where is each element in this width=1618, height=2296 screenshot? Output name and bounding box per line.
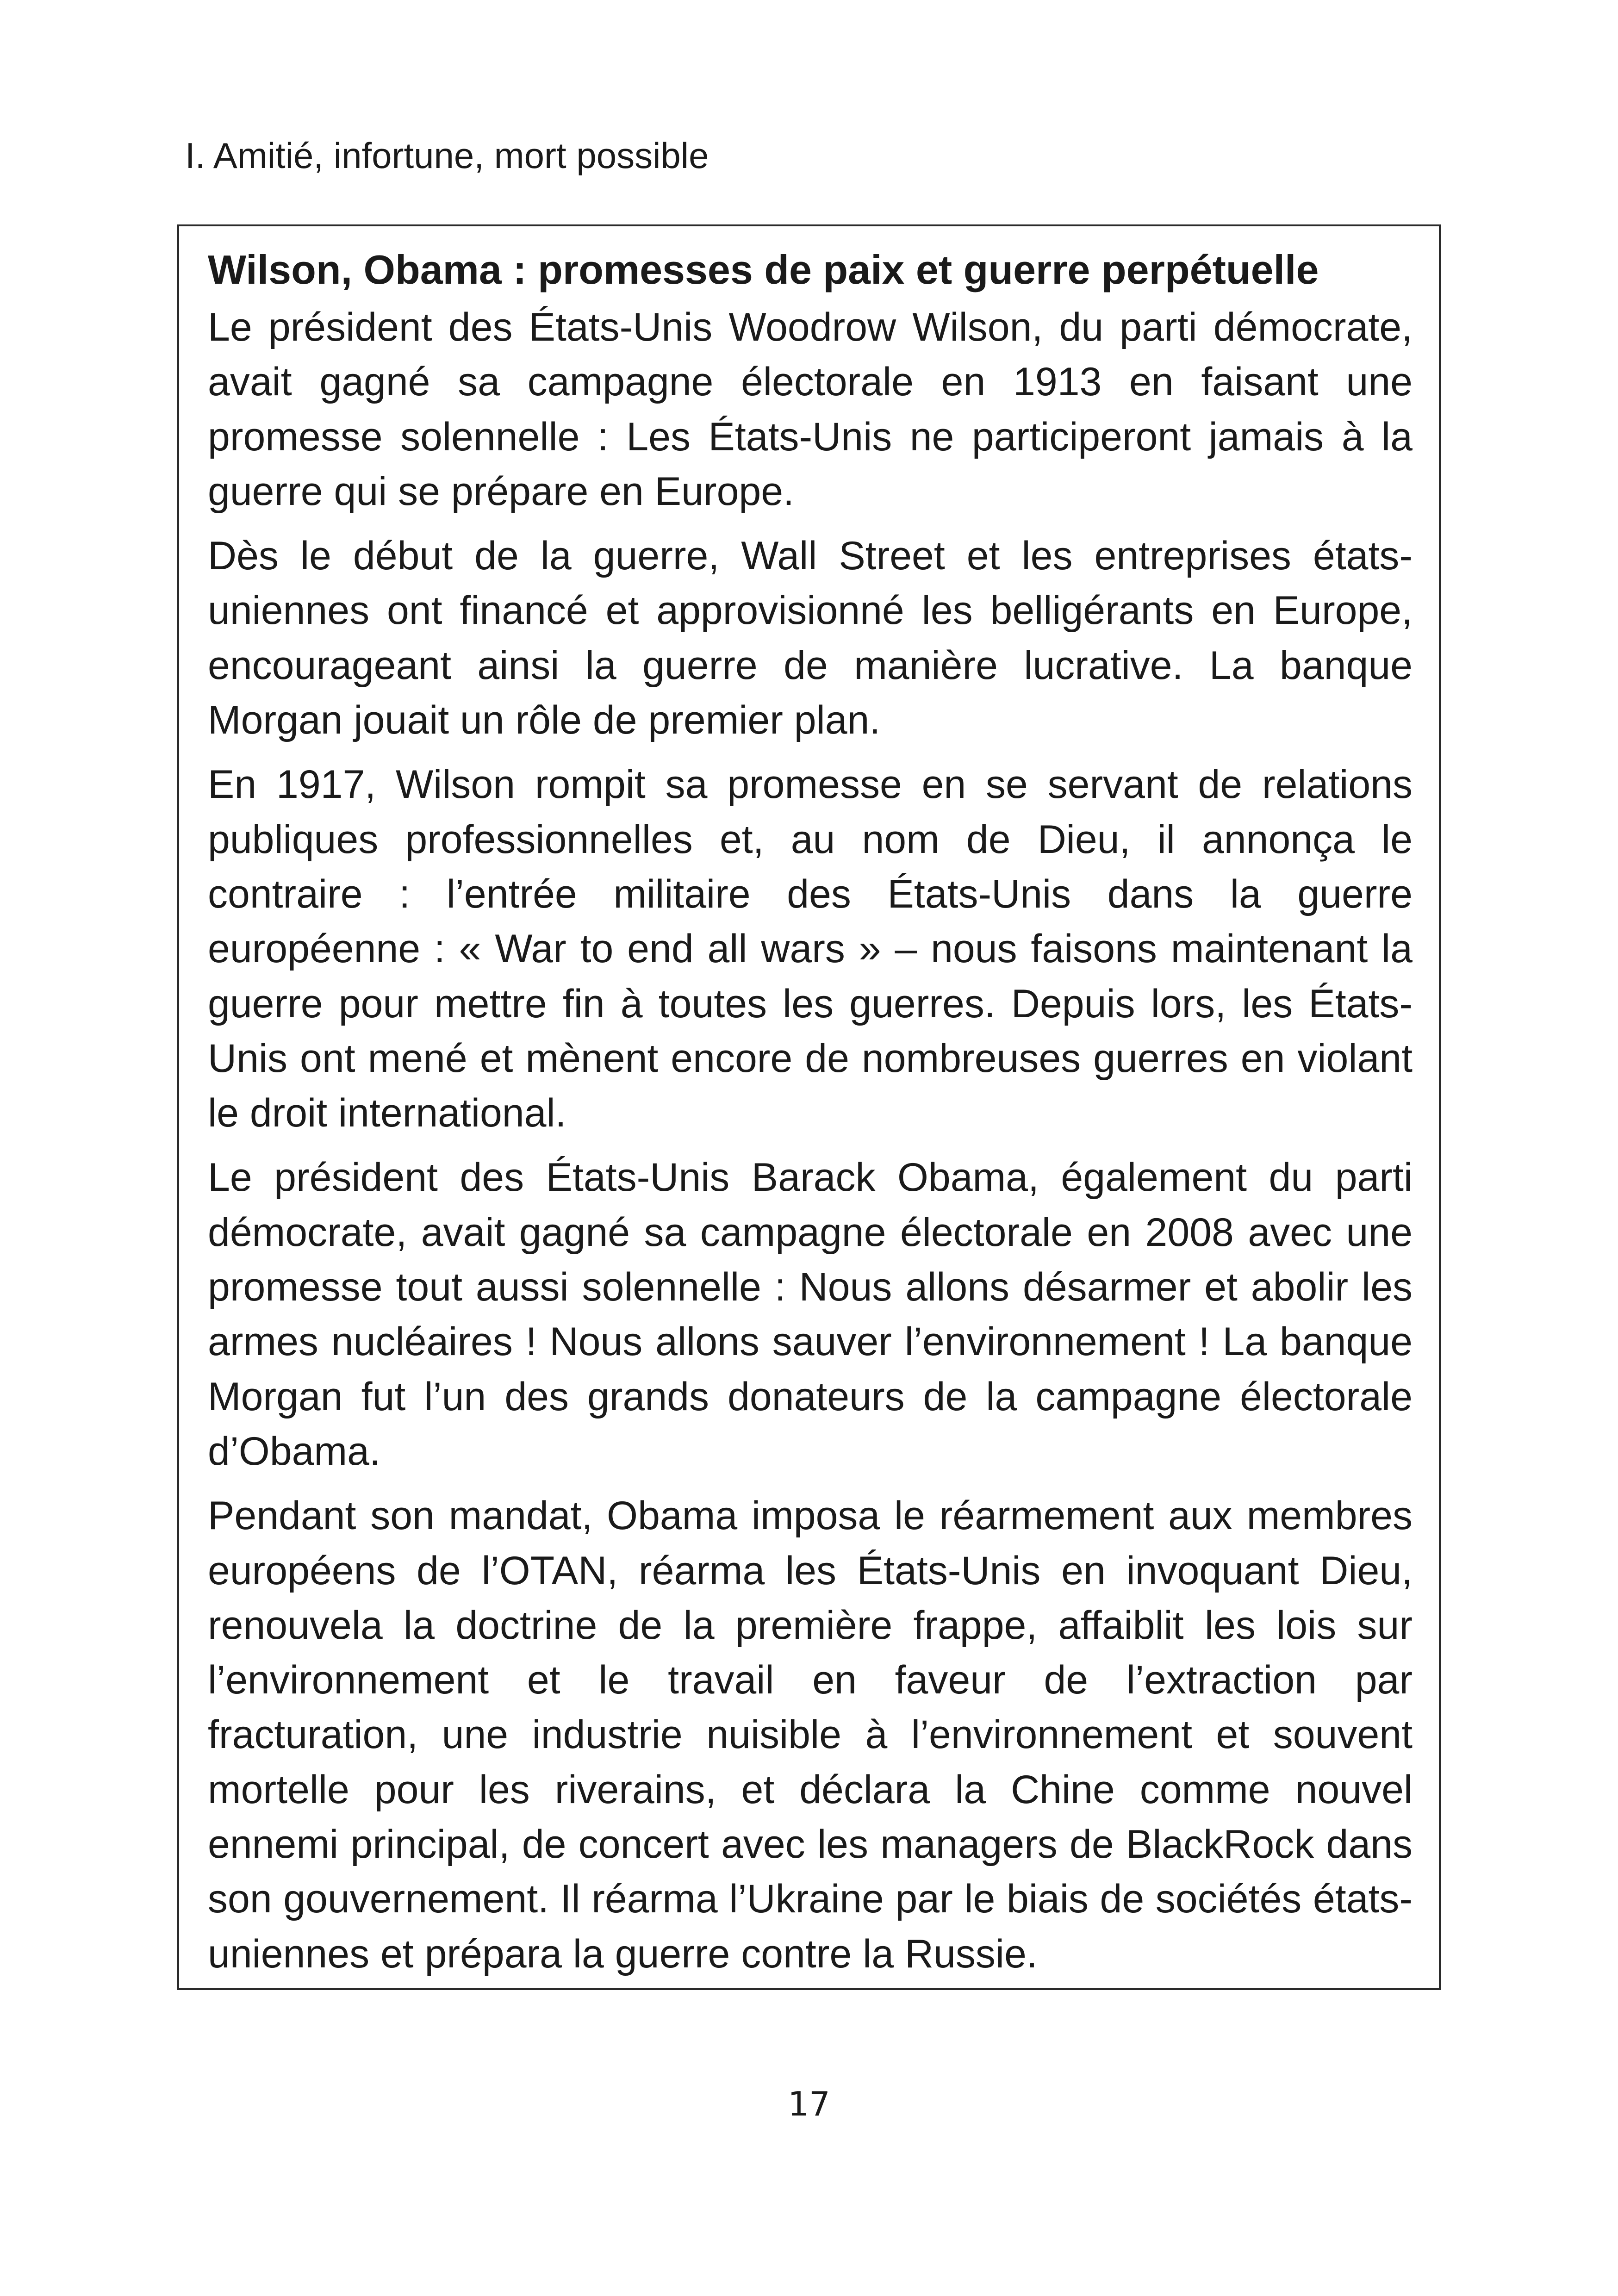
article-box <box>177 224 1441 1990</box>
running-header: I. Amitié, infortune, mort possible <box>185 135 709 176</box>
article-paragraph-1: Le président des États-Unis Woodrow Wilson, du parti démocrate, avait gagné sa campagne électorale en 1913 en faisant une promesse solennelle : Les États-Unis ne participeront jamais à la guerre qui se prépare en Europe. <box>208 305 1413 514</box>
article-paragraph-5: Pendant son mandat, Obama imposa le réarmement aux membres européens de l’OTAN, réarma les États-Unis en invoquant Dieu, renouvela la doctrine de la première frappe, affaiblit les lois sur l’environnement et le travail en faveur de l’extraction par fracturation, une industrie nuisible à l’environnement et souvent mortelle pour les riverains, et déclara la Chine comme nouvel ennemi principal, de concert avec les managers de BlackRock dans son gouvernement. Il réarma l’Ukraine par le biais de sociétés états-uniennes et prépara la guerre contre la Russie. <box>208 1493 1413 1976</box>
article-paragraph-3: En 1917, Wilson rompit sa promesse en se servant de relations publiques professionnelles et, au nom de Dieu, il annonça le contraire : l’entrée militaire des États-Unis dans la guerre européenne : « War to end all wars » – nous faisons maintenant la guerre pour mettre fin à toutes les guerres. Depuis lors, les États-Unis ont mené et mènent encore de nombreuses guerres en violant le droit international. <box>208 762 1413 1136</box>
page-number: 17 <box>788 2084 830 2123</box>
article-title: Wilson, Obama : promesses de paix et guerre perpétuelle <box>208 247 1319 292</box>
article-paragraph-2: Dès le début de la guerre, Wall Street et les entreprises états-uniennes ont financé et approvisionné les belligérants en Europe, encourageant ainsi la guerre de manière lucrative. La banque Morgan jouait un rôle de premier plan. <box>208 534 1413 743</box>
article-paragraph-4: Le président des États-Unis Barack Obama, également du parti démocrate, avait gagné sa campagne électorale en 2008 avec une promesse tout aussi solennelle : Nous allons désarmer et abolir les armes nucléaires ! Nous allons sauver l’environnement ! La banque Morgan fut l’un des grands donateurs de la campagne électorale d’Obama. <box>208 1155 1413 1474</box>
